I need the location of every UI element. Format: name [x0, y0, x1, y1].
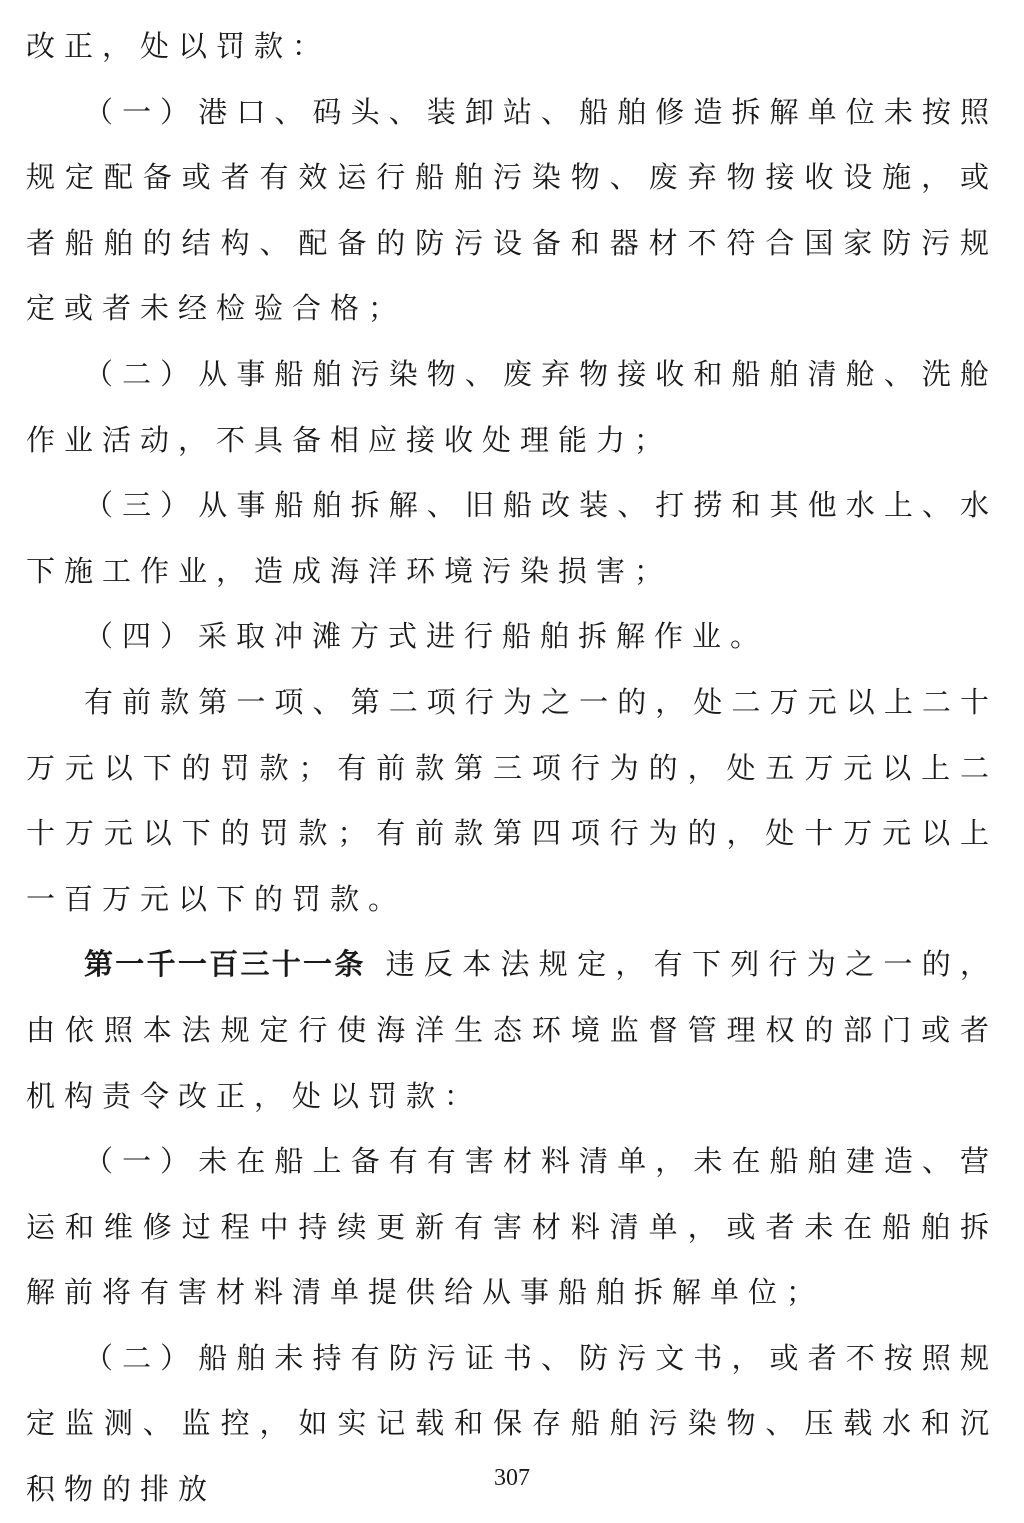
page-number: 307 [494, 1465, 530, 1491]
item-paragraph-2: （二）从事船舶污染物、废弃物接收和船舶清舱、洗舱作业活动，不具备相应接收处理能力； [26, 356, 998, 457]
article-heading: 第一千一百三十一条 [84, 947, 366, 982]
article-item-1: （一）未在船上备有有害材料清单，未在船舶建造、营运和维修过程中持续更新有害材料清单，或者未在船舶拆解前将有害材料清单提供给从事船舶拆解单位； [26, 1144, 998, 1310]
document-body [26, 14, 998, 1523]
item-paragraph-1: （一）港口、码头、装卸站、船舶修造拆解单位未按照规定配备或者有效运行船舶污染物、废弃物接收设施，或者船舶的结构、配备的防污设备和器材不符合国家防污规定或者未经检验合格； [26, 94, 998, 326]
article-paragraph [26, 932, 998, 1129]
article-text: 违反本法规定，有下列行为之一的，由依照本法规定行使海洋生态环境监督管理权的部门或者机构责令改正，处以罚款： [26, 947, 998, 1113]
penalty-paragraph: 有前款第一项、第二项行为之一的，处二万元以上二十万元以下的罚款；有前款第三项行为的，处五万元以上二十万元以下的罚款；有前款第四项行为的，处十万元以上一百万元以下的罚款。 [26, 684, 998, 916]
item-paragraph-3: （三）从事船舶拆解、旧船改装、打捞和其他水上、水下施工作业，造成海洋环境污染损害； [26, 488, 998, 588]
item-paragraph-4: （四）采取冲滩方式进行船舶拆解作业。 [84, 619, 769, 654]
article-item-2: （二）船舶未持有防污证书、防污文书，或者不按照规定监测、监控，如实记载和保存船舶污染物、压载水和沉积物的排放 [26, 1340, 998, 1507]
continued-paragraph: 改正，处以罚款： [26, 29, 331, 63]
